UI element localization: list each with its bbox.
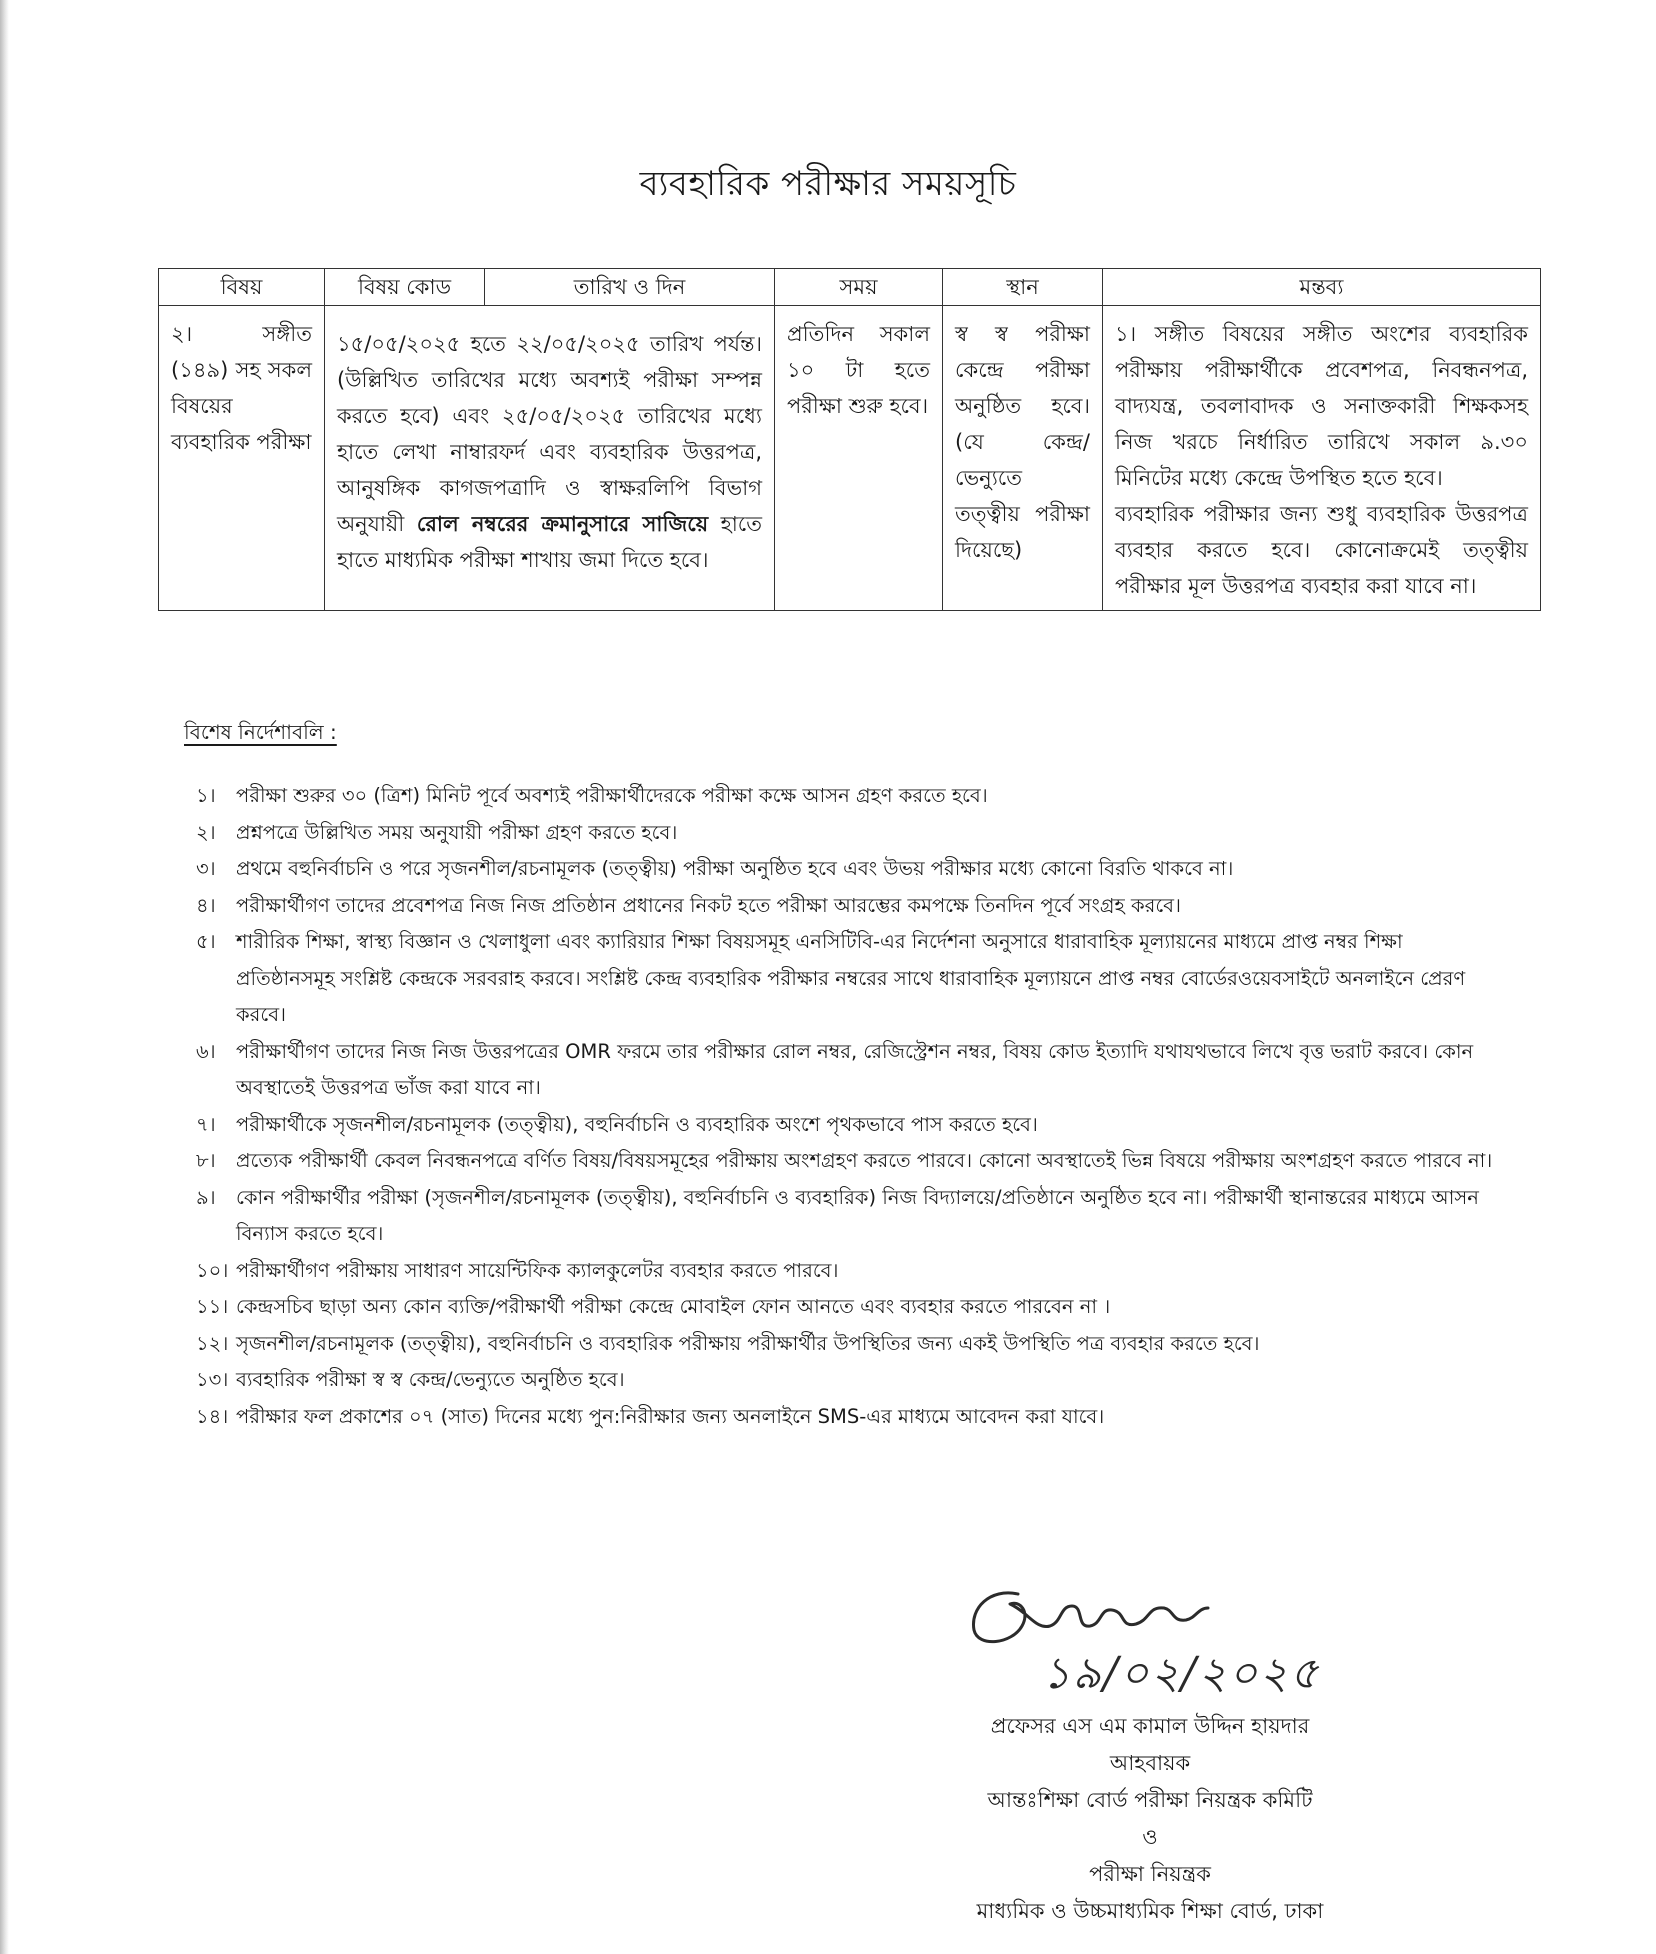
- header-subject-code: বিষয় কোড: [325, 269, 485, 306]
- instruction-item: [196, 888, 1536, 925]
- table-row: [159, 306, 1541, 611]
- dates-text-bold: রোল নম্বরের ক্রমানুসারে সাজিয়ে: [416, 512, 709, 536]
- page-title: ব্যবহারিক পরীক্ষার সময়সূচি: [639, 164, 1017, 204]
- instruction-text: পরীক্ষার্থীকে সৃজনশীল/রচনামূলক (তত্ত্বীয়), বহুনির্বাচনি ও ব্যবহারিক অংশে পৃথকভাবে পাস করতে হবে।: [236, 1112, 1038, 1136]
- instruction-number: ৭।: [196, 1112, 216, 1136]
- instruction-item: [196, 1362, 1536, 1399]
- cell-remarks: [1103, 306, 1541, 611]
- instruction-number: ১২।: [196, 1331, 229, 1355]
- instruction-item: [196, 815, 1536, 852]
- header-time: সময়: [775, 269, 943, 306]
- instruction-number: ১০।: [196, 1258, 229, 1282]
- instruction-text: কোন পরীক্ষার্থীর পরীক্ষা (সৃজনশীল/রচনামূলক (তত্ত্বীয়), বহুনির্বাচনি ও ব্যবহারিক) নিজ বিদ্যালয়ে/প্রতিষ্ঠানে অনুষ্ঠিত হবে না। পরীক্ষার্থী স্থানান্তরের মাধ্যমে আসন বিন্যাস করতে হবে।: [236, 1185, 1479, 1245]
- header-date-day: তারিখ ও দিন: [485, 269, 775, 306]
- table-header-row: [159, 269, 1541, 306]
- instruction-number: ১৪।: [196, 1404, 229, 1428]
- instruction-item: [196, 1289, 1536, 1326]
- instruction-item: [196, 1107, 1536, 1144]
- instruction-text: পরীক্ষা শুরুর ৩০ (ত্রিশ) মিনিট পূর্বে অবশ্যই পরীক্ষার্থীদেরকে পরীক্ষা কক্ষে আসন গ্রহণ করতে হবে।: [236, 784, 988, 807]
- header-place: স্থান: [943, 269, 1103, 306]
- instruction-text: প্রত্যেক পরীক্ষার্থী কেবল নিবন্ধনপত্রে বর্ণিত বিষয়/বিষয়সমূহের পরীক্ষায় অংশগ্রহণ করতে পারবে। কোনো অবস্থাতেই ভিন্ন বিষয়ে পরীক্ষায় অংশগ্রহণ করতে পারবে না।: [236, 1149, 1493, 1172]
- remarks-paragraph-1: ১। সঙ্গীত বিষয়ের সঙ্গীত অংশের ব্যবহারিক পরীক্ষায় পরীক্ষার্থীকে প্রবেশপত্র, নিবন্ধনপত্র, বাদ্যযন্ত্র, তবলাবাদক ও সনাক্তকারী শিক্ষকসহ নিজ খরচে নির্ধারিত তারিখে সকাল ৯.৩০ মিনিটের মধ্যে কেন্দ্রে উপস্থিত হতে হবে।: [1115, 322, 1528, 490]
- instruction-number: ৫।: [196, 930, 216, 953]
- instruction-text: ব্যবহারিক পরীক্ষা স্ব স্ব কেন্দ্র/ভেন্যুতে অনুষ্ঠিত হবে।: [236, 1368, 625, 1391]
- scan-edge-shadow: [0, 0, 9, 1954]
- cell-time: প্রতিদিন সকাল ১০ টা হতে পরীক্ষা শুরু হবে।: [775, 306, 943, 611]
- instruction-number: ২।: [196, 820, 216, 844]
- signatory-title: পরীক্ষা নিয়ন্ত্রক: [1089, 1862, 1211, 1886]
- instruction-text: পরীক্ষার্থীগণ তাদের প্রবেশপত্র নিজ নিজ প্রতিষ্ঠান প্রধানের নিকট হতে পরীক্ষা আরম্ভের কমপক্ষে তিনদিন পূর্বে সংগ্রহ করবে।: [236, 893, 1181, 917]
- remarks-paragraph-2: ব্যবহারিক পরীক্ষার জন্য শুধু ব্যবহারিক উত্তরপত্র ব্যবহার করতে হবে। কোনোক্রমেই তত্ত্বীয় পরীক্ষার মূল উত্তরপত্র ব্যবহার করা যাবে না।: [1115, 502, 1528, 598]
- instruction-number: ১৩।: [196, 1368, 229, 1391]
- instruction-item: [196, 1143, 1536, 1180]
- instruction-item: [196, 1034, 1536, 1107]
- instruction-number: ১১।: [196, 1295, 229, 1318]
- special-instructions-list: [196, 778, 1536, 1435]
- instruction-item: [196, 778, 1536, 815]
- signatory-role: আহবায়ক: [1109, 1751, 1191, 1775]
- instruction-item: [196, 1253, 1536, 1290]
- instruction-item: [196, 1180, 1536, 1253]
- header-remarks: মন্তব্য: [1103, 269, 1541, 306]
- special-instructions-heading: বিশেষ নির্দেশাবলি :: [184, 720, 337, 744]
- instruction-text: কেন্দ্রসচিব ছাড়া অন্য কোন ব্যক্তি/পরীক্ষার্থী পরীক্ষা কেন্দ্রে মোবাইল ফোন আনতে এবং ব্যবহার করতে পারবেন না ।: [236, 1295, 1111, 1318]
- header-subject: বিষয়: [159, 269, 325, 306]
- signatory-conjunction: ও: [1142, 1825, 1158, 1849]
- instruction-text: পরীক্ষার্থীগণ তাদের নিজ নিজ উত্তরপত্রের OMR ফরমে তার পরীক্ষার রোল নম্বর, রেজিস্ট্রেশন নম্বর, বিষয় কোড ইত্যাদি যথাযথভাবে লিখে বৃত্ত ভরাট করবে। কোন অবস্থাতেই উত্তরপত্র ভাঁজ করা যাবে না।: [236, 1039, 1474, 1099]
- signatory-name: প্রফেসর এস এম কামাল উদ্দিন হায়দার: [990, 1714, 1310, 1738]
- instruction-item: [196, 1399, 1536, 1436]
- instruction-number: ১।: [196, 784, 216, 807]
- instruction-item: [196, 1326, 1536, 1363]
- cell-subject: ২। সঙ্গীত (১৪৯) সহ সকল বিষয়ের ব্যবহারিক পরীক্ষা: [159, 306, 325, 611]
- schedule-table: [158, 268, 1541, 611]
- instruction-number: ৮।: [196, 1149, 216, 1172]
- instruction-number: ৩।: [196, 857, 216, 880]
- dates-text-1: ১৫/০৫/২০২৫ হতে ২২/০৫/২০২৫ তারিখ পর্যন্ত। (উল্লিখিত তারিখের মধ্যে অবশ্যই পরীক্ষা সম্পন্ন করতে হবে) এবং ২৫/০৫/২০২৫ তারিখের মধ্যে হাতে লেখা নাম্বারফর্দ এবং ব্যবহারিক উত্তরপত্র, আনুষঙ্গিক কাগজপত্রাদি ও স্বাক্ষরলিপি বিভাগ অনুযায়ী: [337, 332, 762, 536]
- instruction-number: ৪।: [196, 893, 216, 917]
- instruction-text: সৃজনশীল/রচনামূলক (তত্ত্বীয়), বহুনির্বাচনি ও ব্যবহারিক পরীক্ষায় পরীক্ষার্থীর উপস্থিতির জন্য একই উপস্থিতি পত্র ব্যবহার করতে হবে।: [236, 1331, 1260, 1355]
- instruction-text: পরীক্ষার ফল প্রকাশের ০৭ (সাত) দিনের মধ্যে পুন:নিরীক্ষার জন্য অনলাইনে SMS-এর মাধ্যমে আবেদন করা যাবে।: [236, 1404, 1105, 1428]
- instruction-text: পরীক্ষার্থীগণ পরীক্ষায় সাধারণ সায়েন্টিফিক ক্যালকুলেটর ব্যবহার করতে পারবে।: [236, 1258, 839, 1282]
- instruction-item: [196, 924, 1536, 1034]
- signature-date: ১৯/০২/২০২৫: [1042, 1648, 1321, 1699]
- instruction-text: শারীরিক শিক্ষা, স্বাস্থ্য বিজ্ঞান ও খেলাধুলা এবং ক্যারিয়ার শিক্ষা বিষয়সমূহ এনসিটিবি-এর নির্দেশনা অনুসারে ধারাবাহিক মূল্যায়নের মাধ্যমে প্রাপ্ত নম্বর শিক্ষা প্রতিষ্ঠানসমূহ সংশ্লিষ্ট কেন্দ্রকে সরবরাহ করবে। সংশ্লিষ্ট কেন্দ্র ব্যবহারিক পরীক্ষার নম্বরের সাথে ধারাবাহিক মূল্যায়নে প্রাপ্ত নম্বর বোর্ডেরওয়েবসাইটে অনলাইনে প্রেরণ করবে।: [236, 930, 1466, 1026]
- signatory-board: মাধ্যমিক ও উচ্চমাধ্যমিক শিক্ষা বোর্ড, ঢাকা: [976, 1899, 1324, 1923]
- instruction-number: ৬।: [196, 1039, 216, 1063]
- dates-text-2: হাতে হাতে মাধ্যমিক পরীক্ষা শাখায় জমা দিতে হবে।: [337, 512, 762, 572]
- signatory-committee: আন্তঃশিক্ষা বোর্ড পরীক্ষা নিয়ন্ত্রক কমিটি: [987, 1788, 1313, 1812]
- cell-dates: [325, 306, 775, 611]
- instruction-text: প্রশ্নপত্রে উল্লিখিত সময় অনুযায়ী পরীক্ষা গ্রহণ করতে হবে।: [236, 820, 678, 844]
- signatory-block: [860, 1708, 1440, 1930]
- instruction-item: [196, 851, 1536, 888]
- instruction-text: প্রথমে বহুনির্বাচনি ও পরে সৃজনশীল/রচনামূলক (তত্ত্বীয়) পরীক্ষা অনুষ্ঠিত হবে এবং উভয় পরীক্ষার মধ্যে কোনো বিরতি থাকবে না।: [236, 857, 1234, 880]
- instruction-number: ৯।: [196, 1185, 216, 1209]
- cell-place: স্ব স্ব পরীক্ষা কেন্দ্রে পরীক্ষা অনুষ্ঠিত হবে। (যে কেন্দ্র/ ভেন্যুতে তত্ত্বীয় পরীক্ষা দিয়েছে): [943, 306, 1103, 611]
